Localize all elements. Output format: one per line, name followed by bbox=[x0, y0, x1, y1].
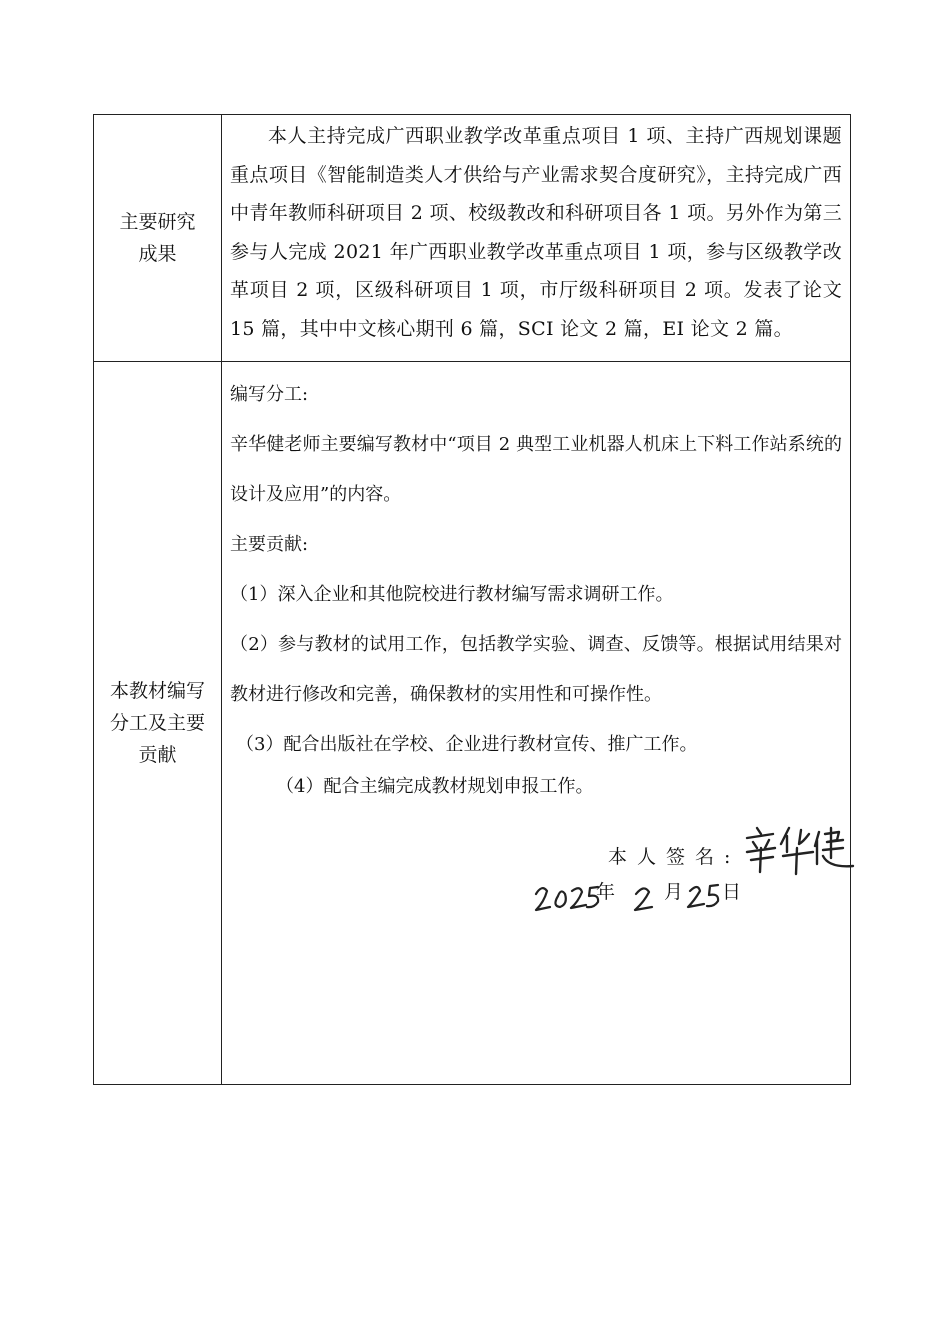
signature-label: 本人签名: bbox=[608, 846, 741, 868]
label-line: 分工及主要 bbox=[109, 711, 205, 734]
label-line: 成果 bbox=[138, 243, 177, 265]
label-line: 主要研究 bbox=[119, 211, 196, 233]
date-year-char: 年 bbox=[596, 881, 616, 903]
division-heading: 编写分工: bbox=[230, 384, 309, 405]
division-contribution-content bbox=[230, 370, 842, 812]
column-divider bbox=[221, 115, 222, 1084]
label-line: 贡献 bbox=[138, 743, 177, 766]
contribution-item: （4）配合主编完成教材规划申报工作。 bbox=[276, 776, 594, 797]
contribution-item: （3）配合出版社在学校、企业进行教材宣传、推广工作。 bbox=[236, 734, 698, 755]
date-day-char: 日 bbox=[722, 881, 742, 903]
form-table bbox=[93, 114, 851, 1085]
division-contribution-label bbox=[94, 361, 221, 1084]
date-month-char: 月 bbox=[664, 881, 684, 903]
handwritten-date bbox=[534, 874, 749, 916]
handwritten-signature bbox=[743, 822, 855, 876]
label-line: 本教材编写 bbox=[109, 679, 205, 702]
research-results-label bbox=[94, 115, 221, 361]
division-text: 辛华健老师主要编写教材中“项目 2 典型工业机器人机床上下料工作站系统的设计及应用”的内容。 bbox=[230, 434, 842, 505]
research-results-text: 本人主持完成广西职业教学改革重点项目 1 项、主持广西规划课题重点项目《智能制造类人才供给与产业需求契合度研究》，主持完成广西中青年教师科研项目 2 项、校级教改和科研项目各 1 项。另外作为第三参与人完成 2021 年广西职业教学改革重点项目 1 项，参与区级教学改革项目 2 项，区级科研项目 1 项，市厅级科研项目 2 项。发表了论文 15 篇，其中中文核心期刊 6 篇，SCI 论文 2 篇，EI 论文 2 篇。 bbox=[230, 125, 842, 340]
contribution-heading: 主要贡献: bbox=[230, 534, 309, 555]
contribution-item: （1）深入企业和其他院校进行教材编写需求调研工作。 bbox=[230, 584, 674, 605]
contribution-item: （2）参与教材的试用工作，包括教学实验、调查、反馈等。根据试用结果对教材进行修改和完善，确保教材的实用性和可操作性。 bbox=[230, 634, 842, 705]
